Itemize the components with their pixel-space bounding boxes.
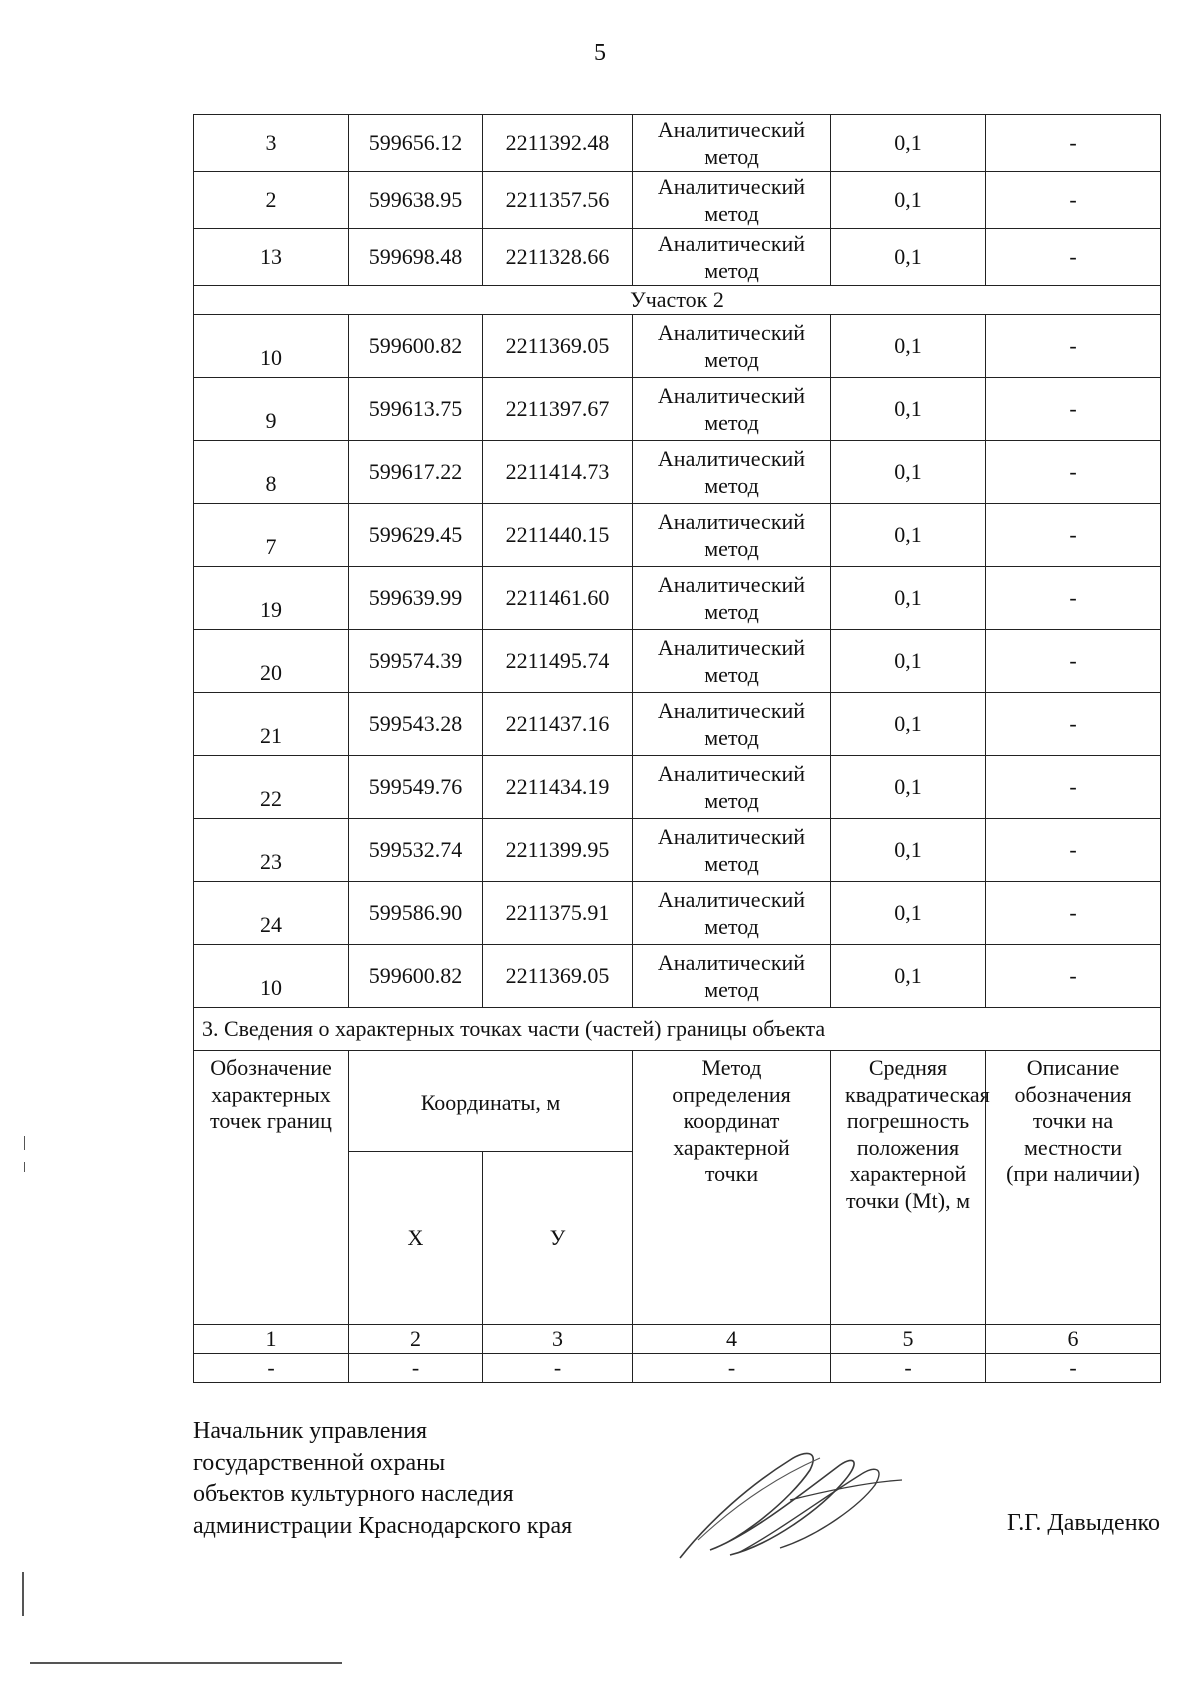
description-cell: - [986,172,1161,229]
method-cell: Аналитический метод [633,567,831,630]
description-cell: - [986,882,1161,945]
margin-mark [22,1572,24,1616]
point-id: 10 [194,945,349,1008]
description-cell: - [986,378,1161,441]
header-coordinates: Координаты, м [349,1051,633,1152]
header-row-top [194,1051,1161,1152]
point-row [194,756,1161,819]
coord-y: 2211392.48 [483,115,633,172]
description-cell: - [986,693,1161,756]
method-cell: Аналитический метод [633,882,831,945]
empty-cell: - [831,1354,986,1383]
point-row [194,315,1161,378]
coord-y: 2211434.19 [483,756,633,819]
point-row [194,172,1161,229]
method-cell: Аналитический метод [633,378,831,441]
point-id: 13 [194,229,349,286]
description-cell: - [986,229,1161,286]
margin-mark [30,1662,342,1664]
coord-y: 2211397.67 [483,378,633,441]
point-row [194,504,1161,567]
empty-data-row [194,1354,1161,1383]
coord-x: 599532.74 [349,819,483,882]
method-cell: Аналитический метод [633,945,831,1008]
empty-cell: - [349,1354,483,1383]
coord-x: 599638.95 [349,172,483,229]
point-id: 2 [194,172,349,229]
coord-x: 599586.90 [349,882,483,945]
position-line: администрации Краснодарского края [193,1512,573,1539]
point-row [194,441,1161,504]
point-row [194,630,1161,693]
description-cell: - [986,819,1161,882]
method-cell: Аналитический метод [633,172,831,229]
point-row [194,882,1161,945]
header-method: Метод определения координат характерной точки [633,1051,831,1325]
method-cell: Аналитический метод [633,315,831,378]
accuracy-cell: 0,1 [831,945,986,1008]
coord-x: 599600.82 [349,315,483,378]
coord-y: 2211357.56 [483,172,633,229]
description-cell: - [986,945,1161,1008]
description-cell: - [986,756,1161,819]
coord-y: 2211369.05 [483,945,633,1008]
coord-x: 599600.82 [349,945,483,1008]
coord-x: 599574.39 [349,630,483,693]
part1-rows [194,115,1161,286]
accuracy-cell: 0,1 [831,756,986,819]
coord-y: 2211328.66 [483,229,633,286]
column-number: 1 [194,1325,349,1354]
point-row [194,378,1161,441]
point-id: 9 [194,378,349,441]
page-number: 5 [594,40,606,66]
header-y: У [483,1152,633,1325]
coord-y: 2211414.73 [483,441,633,504]
point-id: 20 [194,630,349,693]
accuracy-cell: 0,1 [831,567,986,630]
point-row [194,945,1161,1008]
coordinates-table [193,114,1161,1383]
coord-x: 599543.28 [349,693,483,756]
section-title: Участок 2 [194,286,1161,315]
column-number: 2 [349,1325,483,1354]
accuracy-cell: 0,1 [831,819,986,882]
margin-mark [24,1162,25,1172]
coord-y: 2211399.95 [483,819,633,882]
position-line: объектов культурного наследия [193,1481,514,1507]
section3-title: 3. Сведения о характерных точках части (частей) границы объекта [194,1008,1161,1051]
column-number: 4 [633,1325,831,1354]
column-number: 6 [986,1325,1161,1354]
method-cell: Аналитический метод [633,504,831,567]
coord-x: 599629.45 [349,504,483,567]
accuracy-cell: 0,1 [831,693,986,756]
accuracy-cell: 0,1 [831,882,986,945]
column-number: 5 [831,1325,986,1354]
empty-cell: - [194,1354,349,1383]
description-cell: - [986,630,1161,693]
accuracy-cell: 0,1 [831,378,986,441]
method-cell: Аналитический метод [633,115,831,172]
accuracy-cell: 0,1 [831,441,986,504]
accuracy-cell: 0,1 [831,115,986,172]
point-id: 21 [194,693,349,756]
column-number-row [194,1325,1161,1354]
coord-y: 2211437.16 [483,693,633,756]
header-x: X [349,1152,483,1325]
point-row [194,693,1161,756]
method-cell: Аналитический метод [633,819,831,882]
description-cell: - [986,504,1161,567]
accuracy-cell: 0,1 [831,172,986,229]
header-description: Описание обозначения точки на местности (при наличии) [986,1051,1161,1325]
point-id: 8 [194,441,349,504]
accuracy-cell: 0,1 [831,504,986,567]
empty-cell: - [633,1354,831,1383]
position-line: Начальник управления [193,1418,428,1444]
header-designation: Обозначение характерных точек границ [194,1051,349,1325]
coord-y: 2211495.74 [483,630,633,693]
coord-x: 599617.22 [349,441,483,504]
description-cell: - [986,441,1161,504]
coord-y: 2211375.91 [483,882,633,945]
part2-rows [194,315,1161,1008]
coord-y: 2211461.60 [483,567,633,630]
coord-x: 599549.76 [349,756,483,819]
point-id: 3 [194,115,349,172]
method-cell: Аналитический метод [633,630,831,693]
section-row [194,286,1161,315]
method-cell: Аналитический метод [633,441,831,504]
accuracy-cell: 0,1 [831,229,986,286]
handwritten-signature [670,1440,910,1570]
position-line: государственной охраны [193,1449,446,1476]
coord-y: 2211369.05 [483,315,633,378]
description-cell: - [986,567,1161,630]
method-cell: Аналитический метод [633,756,831,819]
point-row [194,115,1161,172]
signatory-position [193,1416,572,1542]
empty-cell: - [986,1354,1161,1383]
coord-x: 599656.12 [349,115,483,172]
margin-mark [24,1136,25,1150]
description-cell: - [986,315,1161,378]
coord-y: 2211440.15 [483,504,633,567]
point-row [194,567,1161,630]
section3-heading-row [194,1008,1161,1051]
point-id: 22 [194,756,349,819]
column-number: 3 [483,1325,633,1354]
coord-x: 599698.48 [349,229,483,286]
point-id: 24 [194,882,349,945]
accuracy-cell: 0,1 [831,315,986,378]
header-mt: Средняя квадратическая погрешность положения характерной точки (Mt), м [831,1051,986,1325]
empty-cell: - [483,1354,633,1383]
accuracy-cell: 0,1 [831,630,986,693]
coord-x: 599639.99 [349,567,483,630]
coord-x: 599613.75 [349,378,483,441]
description-cell: - [986,115,1161,172]
method-cell: Аналитический метод [633,693,831,756]
point-id: 19 [194,567,349,630]
point-id: 7 [194,504,349,567]
point-row [194,229,1161,286]
signatory-name: Г.Г. Давыденко [1007,1510,1160,1536]
point-id: 10 [194,315,349,378]
method-cell: Аналитический метод [633,229,831,286]
point-row [194,819,1161,882]
point-id: 23 [194,819,349,882]
